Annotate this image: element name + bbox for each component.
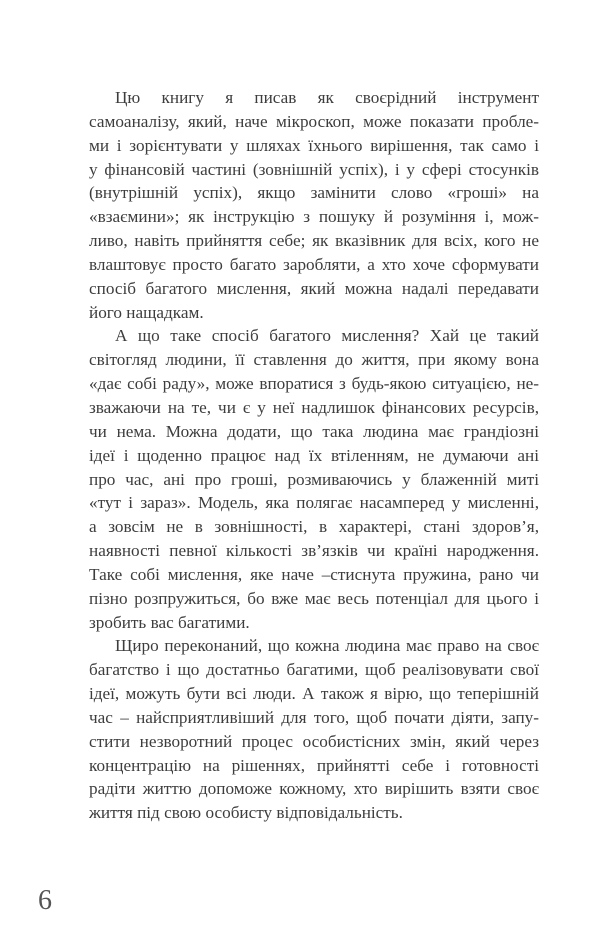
text-line: А що таке спосіб багатого мислення? Хай це такий: [115, 326, 539, 346]
text-line: а зовсім не в зовнішності, в характері, стані здоров’я,: [89, 517, 539, 537]
text-line: ідеї, можуть бути всі люди. А також я вірю, що теперішній: [89, 684, 539, 704]
text-line: зробить вас багатими.: [89, 612, 250, 632]
text-line: його нащадкам.: [89, 302, 204, 322]
text-line: «взаємини»; як інструкцію з пошуку й розуміння і, мож-: [89, 207, 539, 227]
text-line: стити незворотний процес особистісних змін, який через: [89, 731, 539, 751]
text-line: влаштовує просто багато заробляти, а хто хоче сформувати: [89, 254, 539, 274]
text-line: Таке собі мислення, яке наче –стиснута пружина, рано чи: [89, 564, 539, 584]
text-line: пізно розпружиться, бо вже має весь потенціал для цього і: [89, 588, 539, 608]
paragraph: [89, 324, 539, 634]
text-line: Щиро переконаний, що кожна людина має право на своє: [115, 636, 539, 656]
text-line: «тут і зараз». Модель, яка полягає насамперед у мисленні,: [89, 493, 539, 513]
text-line: чи нема. Можна додати, що така людина має грандіозні: [89, 421, 539, 441]
body-text: [89, 86, 539, 825]
text-line: спосіб багатого мислення, який можна надалі передавати: [89, 278, 539, 298]
paragraph: [89, 86, 539, 324]
paragraph: [89, 634, 539, 825]
text-line: радіти життю допоможе кожному, хто вирішить взяти своє: [89, 779, 539, 799]
text-line: життя під свою особисту відповідальність.: [89, 803, 403, 823]
text-line: багатство і що достатньо багатими, щоб реалізовувати свої: [89, 660, 539, 680]
text-line: про час, ані про гроші, розмиваючись у блаженній миті: [89, 469, 539, 489]
text-line: наявності певної кількості зв’язків чи країні народження.: [89, 541, 539, 561]
text-line: у фінансовій частині (зовнішній успіх), і у сфері стосунків: [89, 159, 539, 179]
text-line: «дає собі раду», може впоратися з будь-якою ситуацією, не-: [89, 374, 539, 394]
page-number: 6: [38, 885, 52, 916]
text-line: ідеї і щоденно працює над їх втіленням, не думаючи ані: [89, 445, 539, 465]
text-line: Цю книгу я писав як своєрідний інструмент: [115, 88, 539, 107]
text-line: час – найсприятливіший для того, щоб почати діяти, запу-: [89, 707, 539, 727]
text-line: світогляд людини, її ставлення до життя, при якому вона: [89, 350, 539, 370]
text-line: самоаналізу, який, наче мікроскоп, може показати пробле-: [89, 111, 539, 131]
text-line: ми і зорієнтувати у шляхах їхнього вирішення, так само і: [89, 135, 539, 155]
text-line: зважаючи на те, чи є у неї надлишок фінансових ресурсів,: [89, 397, 539, 417]
text-line: ливо, навіть прийняття себе; як вказівник для всіх, кого не: [89, 231, 539, 251]
text-line: концентрацію на рішеннях, прийнятті себе і готовності: [89, 755, 539, 775]
text-line: (внутрішній успіх), якщо замінити слово «гроші» на: [89, 183, 539, 203]
